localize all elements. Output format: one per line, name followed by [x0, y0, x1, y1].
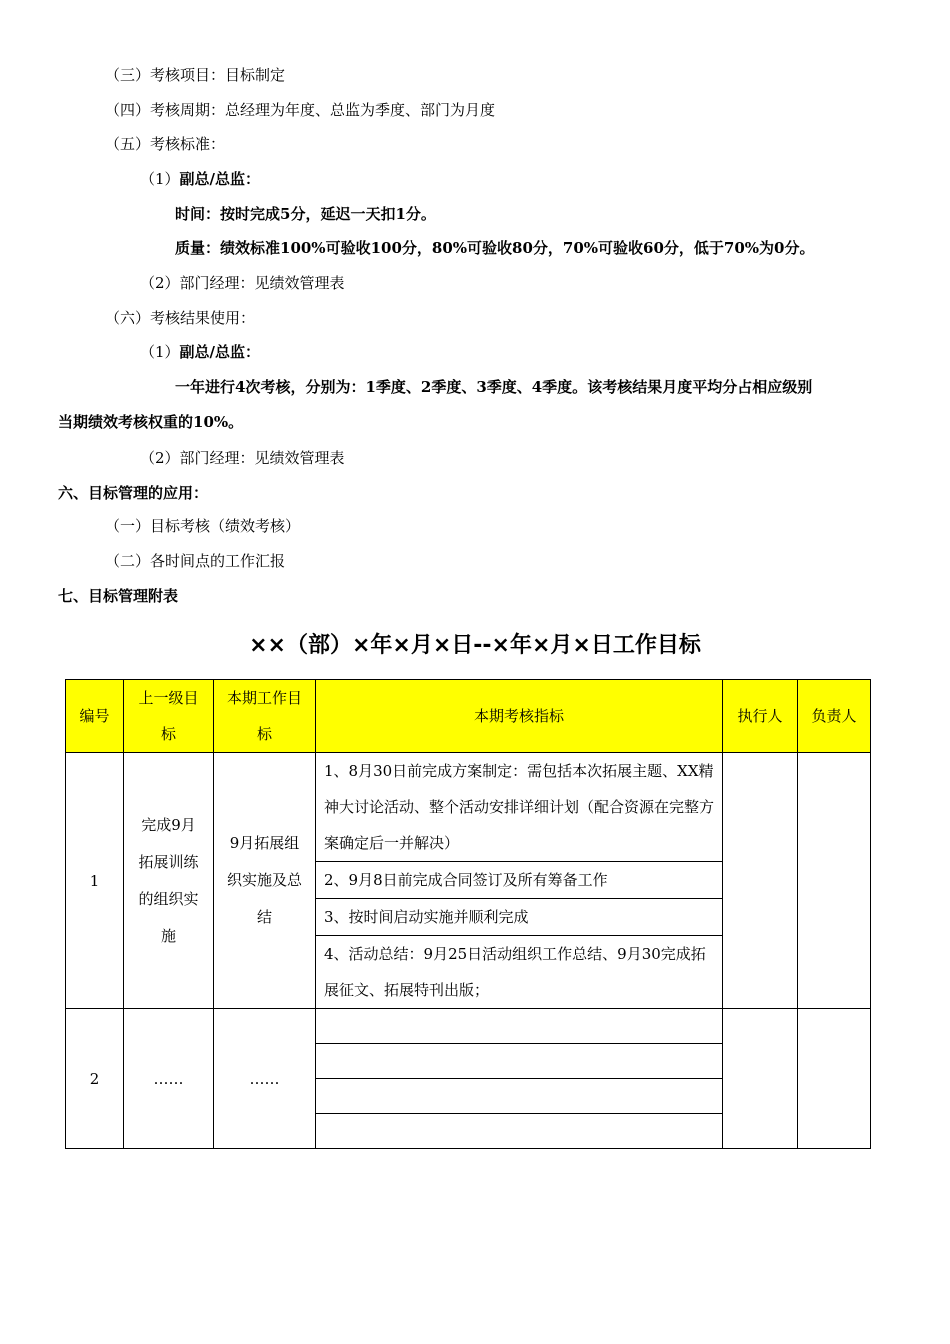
row-owner	[798, 1009, 871, 1149]
table-row	[66, 753, 871, 862]
section-item-4: （四）考核周期：总经理为年度、总监为季度、部门为月度	[105, 101, 496, 119]
usage-text-line2: 当期绩效考核权重的10%。	[58, 413, 244, 431]
sub-item-label: 副总/总监：	[179, 170, 261, 188]
table-row	[66, 1009, 871, 1044]
indicator-cell: 1、8月30日前完成方案制定：需包括本次拓展主题、XX精神大讨论活动、整个活动安排详细计划（配合资源在完整方案确定后一并解决）	[316, 753, 723, 862]
heading-6: 六、目标管理的应用：	[58, 484, 209, 502]
application-item-2: （二）各时间点的工作汇报	[105, 552, 286, 570]
row-id: 1	[66, 753, 124, 1009]
sub-item-1b	[140, 342, 260, 362]
row-id: 2	[66, 1009, 124, 1149]
table-header-row	[66, 680, 871, 753]
header-period-goal: 本期工作目标	[214, 680, 316, 753]
indicator-cell	[316, 1114, 723, 1149]
row-owner	[798, 753, 871, 1009]
indicator-cell: 4、活动总结：9月25日活动组织工作总结、9月30完成拓展征文、拓展特刊出版；	[316, 936, 723, 1009]
sub-item-1	[140, 169, 260, 189]
time-standard: 时间：按时完成5分，延迟一天扣1分。	[175, 205, 436, 223]
row-parent-goal: 完成9月拓展训练的组织实施	[124, 753, 214, 1009]
header-indicators: 本期考核指标	[316, 680, 723, 753]
heading-7: 七、目标管理附表	[58, 587, 179, 605]
sub-item-number: （1）	[140, 343, 180, 361]
section-item-3: （三）考核项目：目标制定	[105, 66, 286, 84]
header-executor: 执行人	[723, 680, 798, 753]
row-executor	[723, 1009, 798, 1149]
table-title: ××（部）×年×月×日--×年×月×日工作目标	[249, 633, 701, 658]
header-parent-goal: 上一级目标	[124, 680, 214, 753]
indicator-cell: 3、按时间启动实施并顺利完成	[316, 899, 723, 936]
indicator-cell: 2、9月8日前完成合同签订及所有筹备工作	[316, 862, 723, 899]
header-owner: 负责人	[798, 680, 871, 753]
section-item-5: （五）考核标准：	[105, 135, 226, 153]
row-executor	[723, 753, 798, 1009]
indicator-cell	[316, 1044, 723, 1079]
section-item-6: （六）考核结果使用：	[105, 309, 256, 327]
sub-item-number: （1）	[140, 170, 180, 188]
header-id: 编号	[66, 680, 124, 753]
usage-text-line1: 一年进行4次考核，分别为：1季度、2季度、3季度、4季度。该考核结果月度平均分占相应级别	[175, 378, 813, 396]
application-item-1: （一）目标考核（绩效考核）	[105, 517, 301, 535]
indicator-cell	[316, 1079, 723, 1114]
sub-item-label: 副总/总监：	[179, 343, 261, 361]
row-period-goal: 9月拓展组织实施及总结	[214, 753, 316, 1009]
sub-item-2b: （2）部门经理：见绩效管理表	[140, 449, 345, 467]
sub-item-2: （2）部门经理：见绩效管理表	[140, 274, 345, 292]
row-period-goal: ……	[214, 1009, 316, 1149]
row-parent-goal: ……	[124, 1009, 214, 1149]
indicator-cell	[316, 1009, 723, 1044]
goals-table	[65, 679, 871, 1149]
quality-standard: 质量：绩效标准100%可验收100分，80%可验收80分，70%可验收60分，低于70%为0分。	[175, 239, 815, 257]
